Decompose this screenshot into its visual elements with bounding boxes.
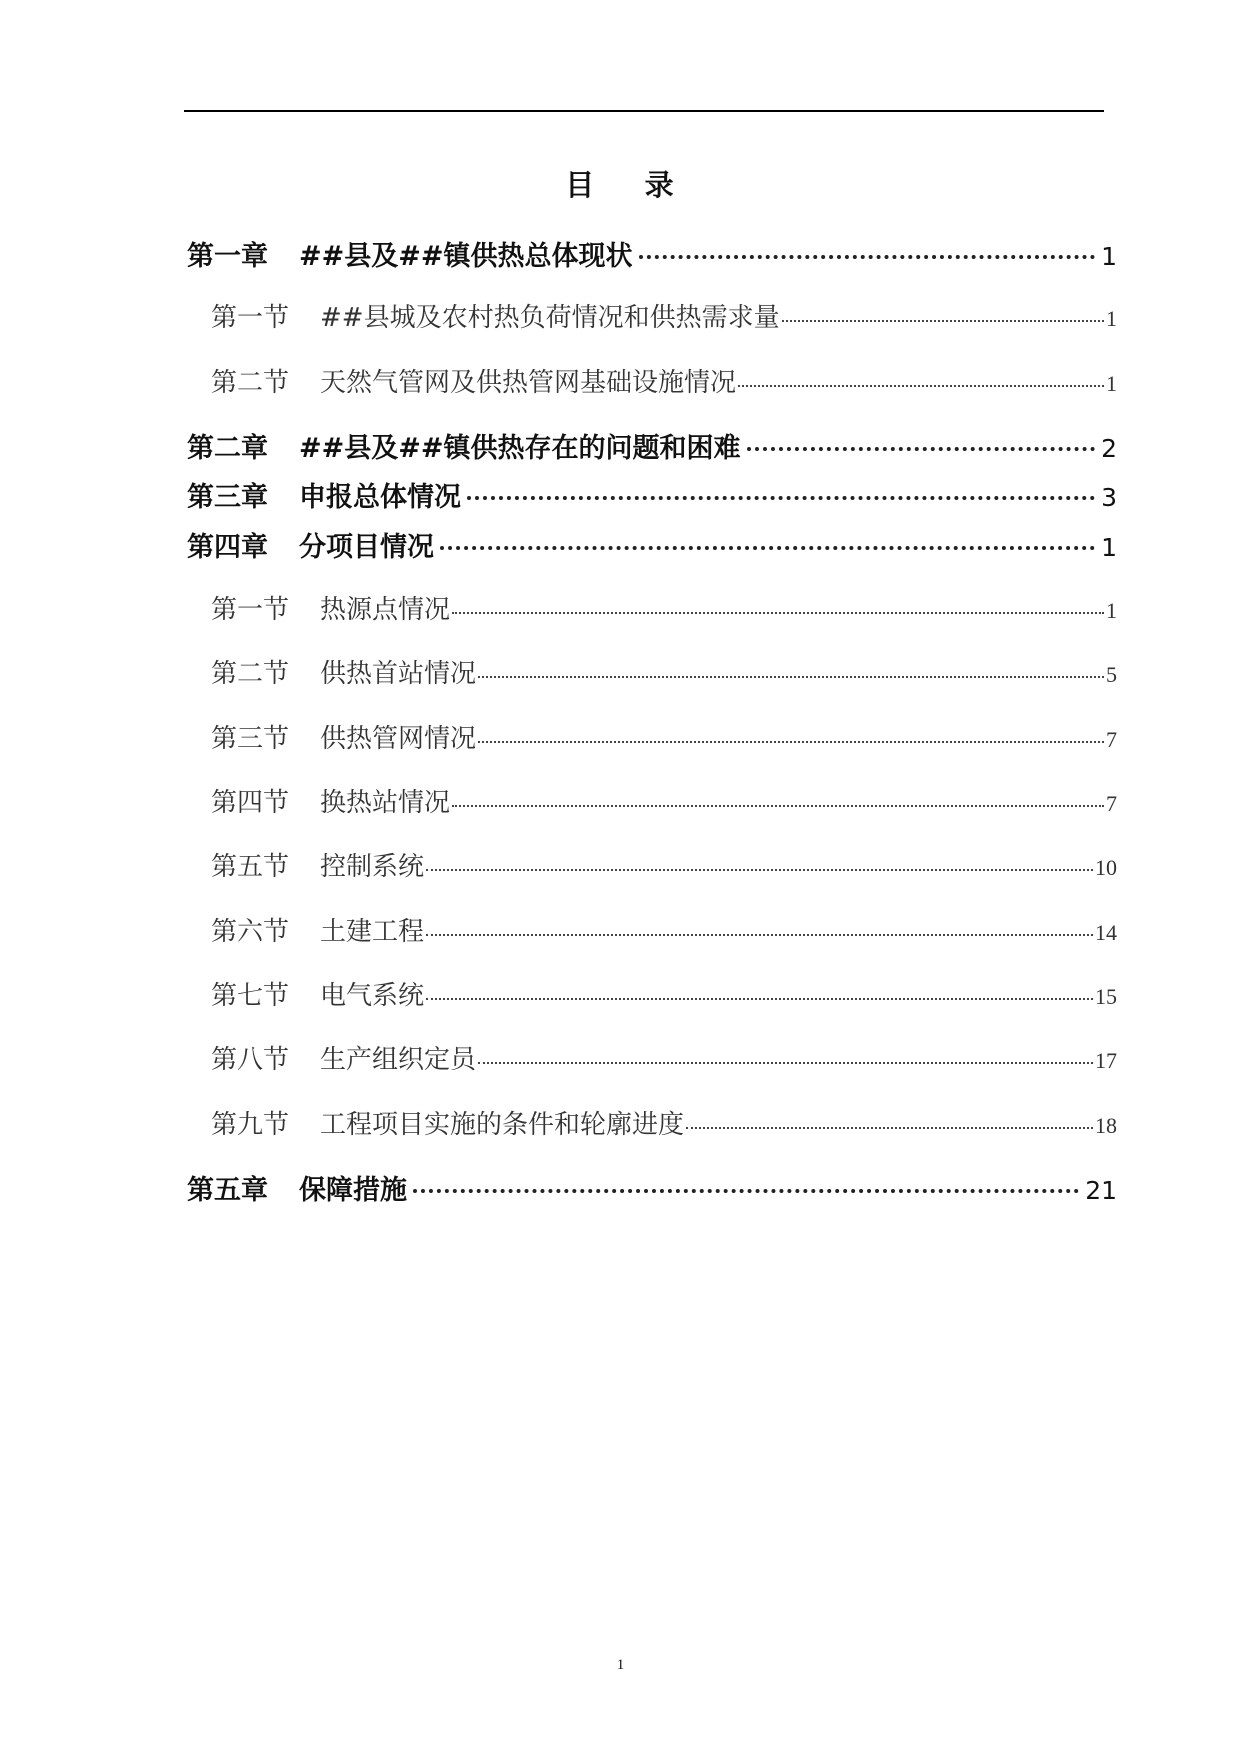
toc-leader-dots	[426, 934, 1093, 936]
toc-entry-page: 18	[1095, 1113, 1117, 1138]
toc-entry-page: 1	[1106, 598, 1117, 623]
toc-entry-page: 17	[1095, 1048, 1117, 1073]
toc-entry-chapter-3[interactable]	[187, 475, 1117, 514]
toc-entry-number: 第一章	[187, 241, 268, 272]
toc-entry-section-1-2[interactable]	[211, 362, 1117, 399]
toc-leader-dots	[467, 496, 1095, 500]
toc-title: 目 录	[565, 168, 676, 202]
toc-entry-number: 第三章	[187, 482, 268, 513]
toc-entry-page: 14	[1095, 920, 1117, 945]
toc-entry-number: 第五章	[187, 1175, 268, 1206]
toc-entry-title: 土建工程	[320, 917, 425, 947]
toc-entry-title: 天然气管网及供热管网基础设施情况	[320, 368, 737, 398]
toc-leader-dots	[686, 1127, 1093, 1129]
toc-entry-chapter-5[interactable]	[187, 1168, 1117, 1207]
toc-entry-title: 控制系统	[320, 852, 425, 882]
toc-entry-number: 第七节	[211, 981, 290, 1011]
toc-entry-section-4-7[interactable]	[211, 975, 1117, 1012]
toc-entry-section-4-4[interactable]	[211, 782, 1117, 819]
toc-entry-title: ##县城及农村热负荷情况和供热需求量	[320, 303, 780, 333]
toc-entry-number: 第二节	[211, 659, 290, 689]
toc-entry-number: 第四章	[187, 532, 268, 563]
toc-entry-page: 1	[1106, 371, 1117, 396]
toc-entry-page: 7	[1106, 791, 1117, 816]
toc-entry-section-1-1[interactable]	[211, 297, 1117, 334]
toc-entry-page: 5	[1106, 662, 1117, 687]
toc-entry-page: 1	[1101, 533, 1117, 562]
toc-leader-dots	[452, 805, 1104, 807]
toc-entry-title: ##县及##镇供热总体现状	[299, 241, 633, 272]
toc-entry-number: 第九节	[211, 1110, 290, 1140]
toc-leader-dots	[478, 741, 1104, 743]
toc-entry-chapter-2[interactable]	[187, 426, 1117, 465]
toc-entry-section-4-2[interactable]	[211, 653, 1117, 690]
toc-leader-dots	[782, 320, 1104, 322]
toc-entry-number: 第二节	[211, 368, 290, 398]
toc-entry-title: 分项目情况	[299, 532, 434, 563]
toc-entry-section-4-9[interactable]	[211, 1104, 1117, 1141]
toc-entry-section-4-8[interactable]	[211, 1039, 1117, 1076]
toc-entry-number: 第五节	[211, 852, 290, 882]
toc-entry-title: 供热首站情况	[320, 659, 477, 689]
toc-entry-number: 第三节	[211, 724, 290, 754]
toc-entry-chapter-4[interactable]	[187, 525, 1117, 564]
toc-entry-title: 供热管网情况	[320, 724, 477, 754]
toc-entry-page: 2	[1101, 434, 1117, 463]
toc-entry-title: 工程项目实施的条件和轮廓进度	[320, 1110, 685, 1140]
toc-entry-number: 第二章	[187, 433, 268, 464]
toc-entry-page: 10	[1095, 855, 1117, 880]
toc-entry-title: 换热站情况	[320, 788, 451, 818]
toc-entry-number: 第一节	[211, 303, 290, 333]
toc-entry-page: 3	[1101, 483, 1117, 512]
toc-leader-dots	[478, 676, 1104, 678]
toc-leader-dots	[426, 998, 1093, 1000]
toc-entry-section-4-3[interactable]	[211, 718, 1117, 755]
toc-leader-dots	[426, 869, 1093, 871]
toc-entry-section-4-5[interactable]	[211, 846, 1117, 883]
toc-entry-title: ##县及##镇供热存在的问题和困难	[299, 433, 741, 464]
toc-entry-title: 热源点情况	[320, 595, 451, 625]
toc-entry-title: 电气系统	[320, 981, 425, 1011]
toc-entry-chapter-1[interactable]	[187, 234, 1117, 273]
toc-leader-dots	[738, 385, 1104, 387]
toc-entry-title: 申报总体情况	[299, 482, 461, 513]
toc-entry-number: 第四节	[211, 788, 290, 818]
toc-entry-section-4-1[interactable]	[211, 589, 1117, 626]
toc-entry-page: 1	[1101, 242, 1117, 271]
toc-leader-dots	[639, 255, 1096, 259]
toc-leader-dots	[452, 612, 1104, 614]
toc-leader-dots	[413, 1189, 1079, 1193]
toc-entry-page: 1	[1106, 306, 1117, 331]
page-number: 1	[616, 1657, 625, 1673]
toc-entry-number: 第八节	[211, 1045, 290, 1075]
toc-entry-page: 15	[1095, 984, 1117, 1009]
toc-entry-title: 保障措施	[299, 1175, 407, 1206]
toc-entry-number: 第六节	[211, 917, 290, 947]
toc-leader-dots	[747, 447, 1096, 451]
toc-leader-dots	[478, 1062, 1093, 1064]
toc-entry-number: 第一节	[211, 595, 290, 625]
toc-entry-title: 生产组织定员	[320, 1045, 477, 1075]
toc-entry-page: 7	[1106, 727, 1117, 752]
toc-leader-dots	[440, 546, 1095, 550]
toc-entry-section-4-6[interactable]	[211, 911, 1117, 948]
toc-entry-page: 21	[1085, 1176, 1117, 1205]
